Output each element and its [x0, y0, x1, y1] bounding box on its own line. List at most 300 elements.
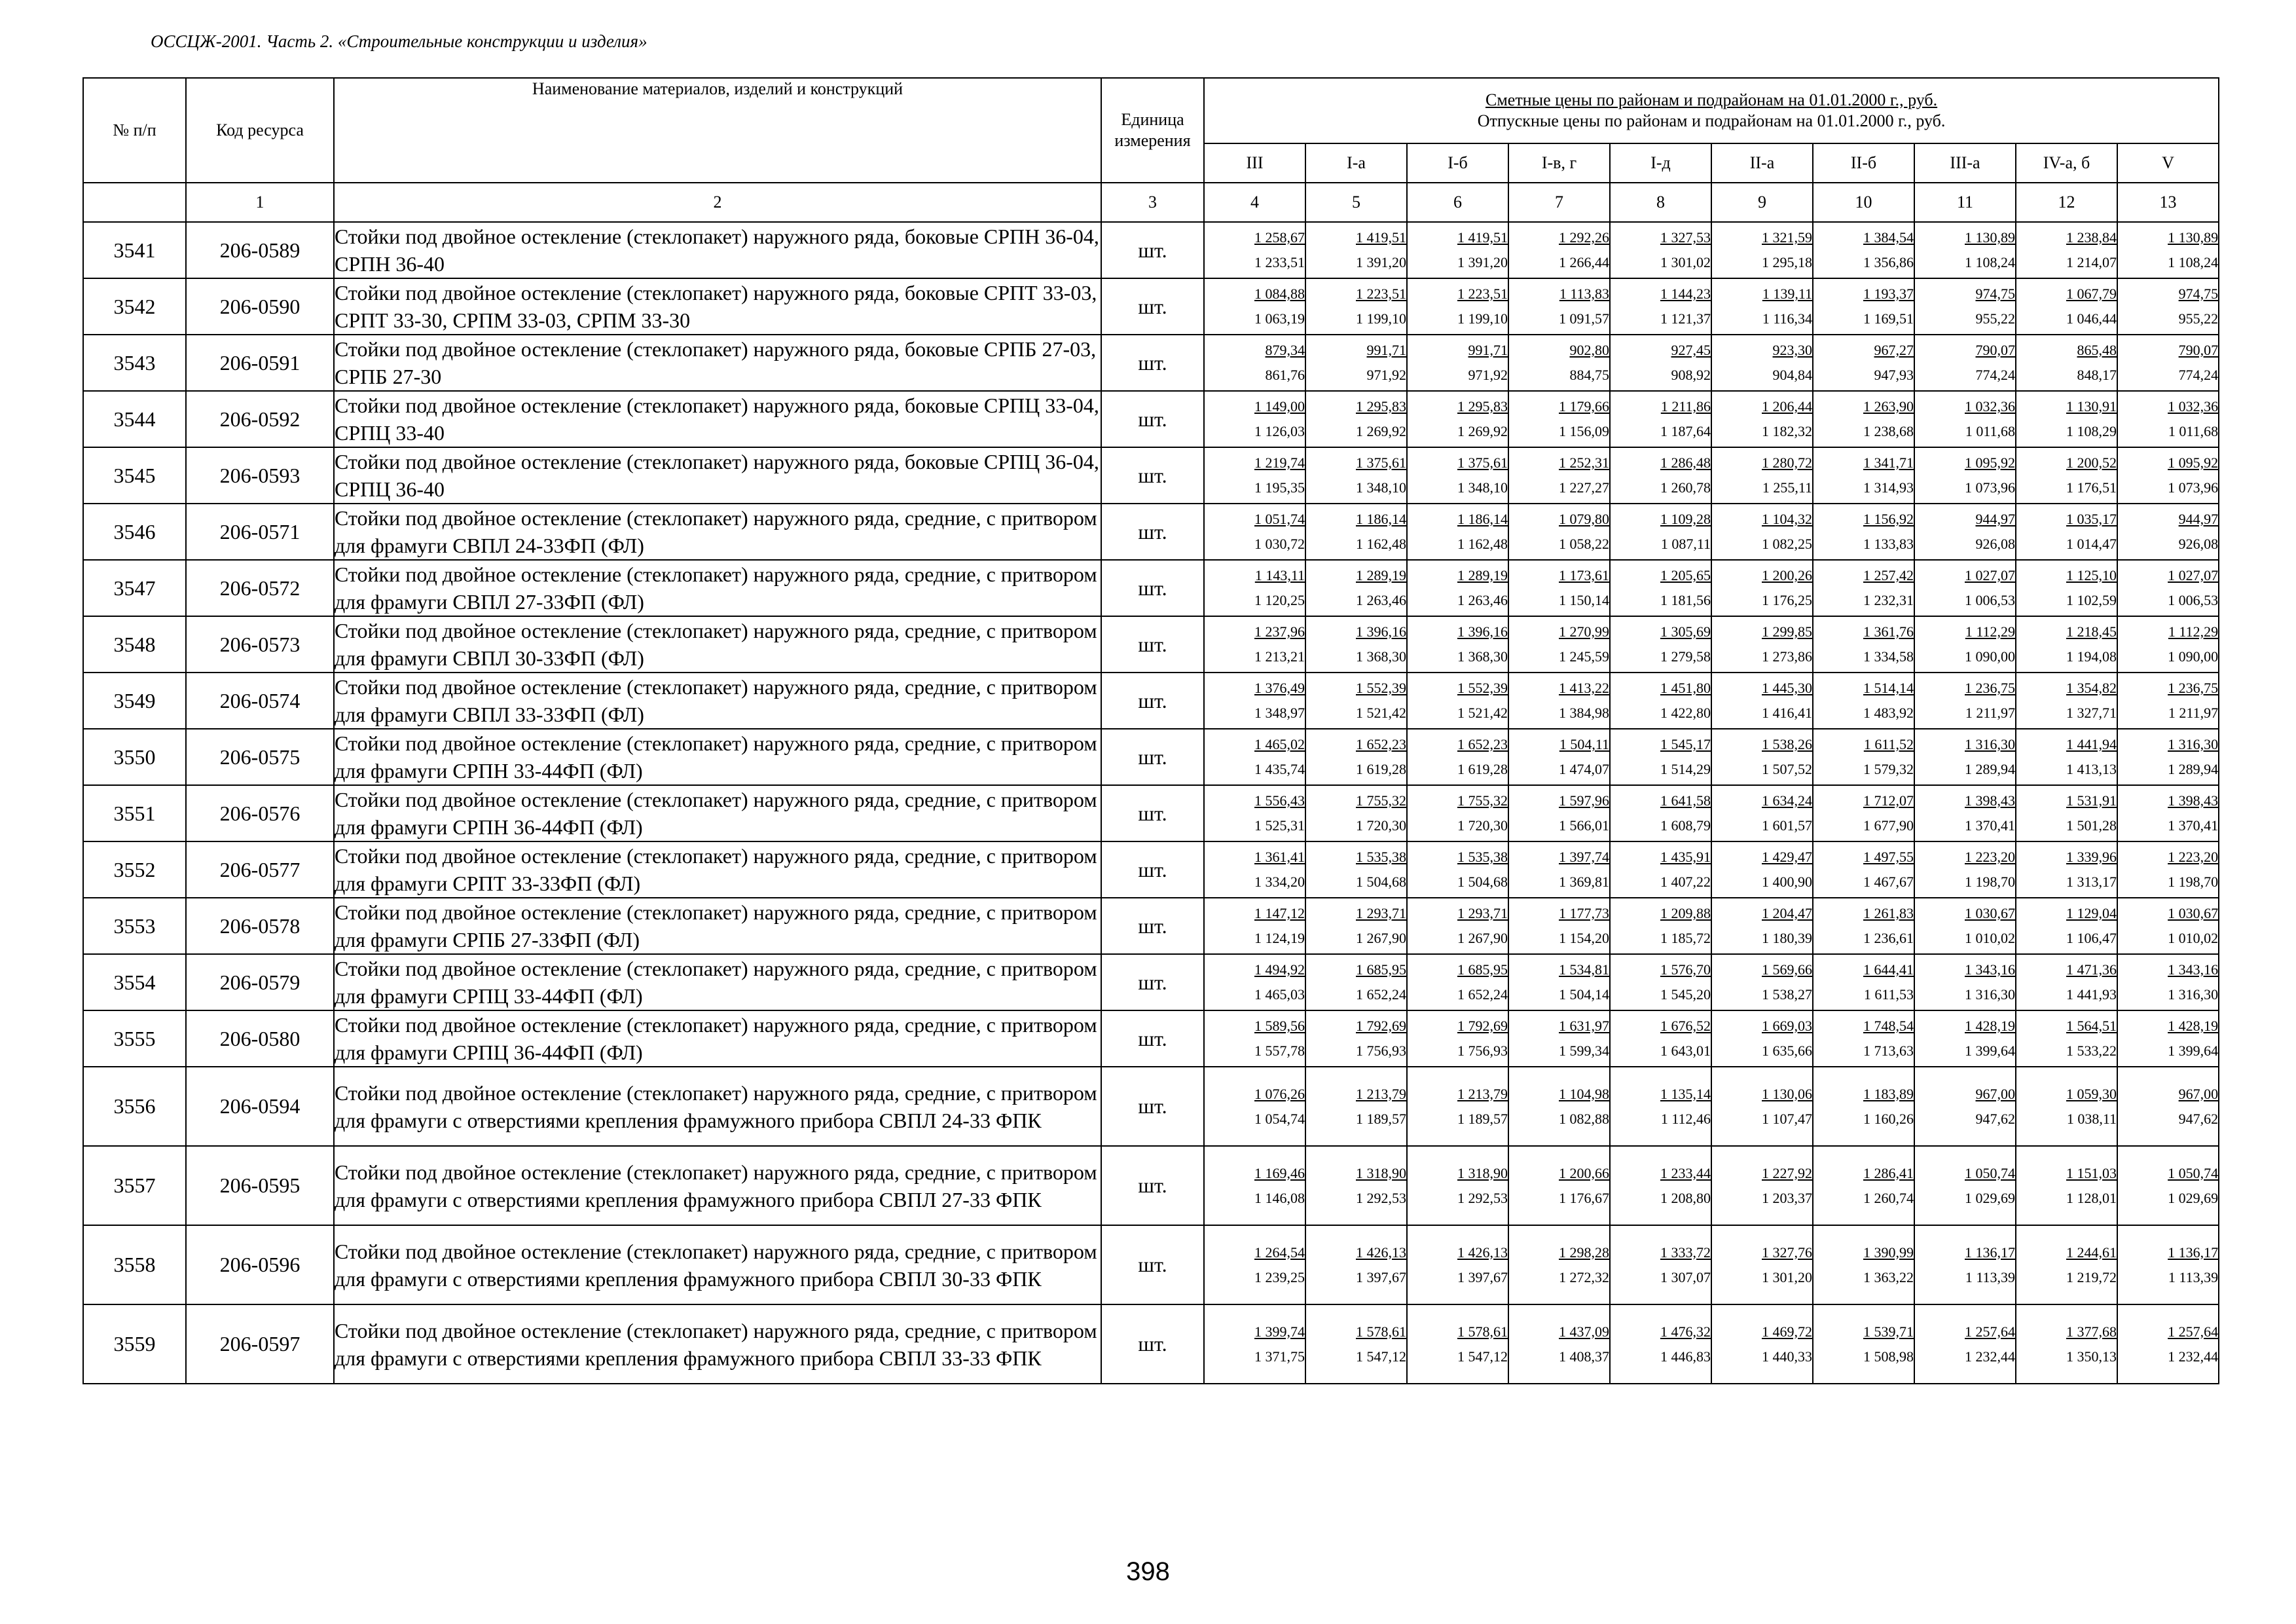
release-price: 1 525,31 [1254, 817, 1305, 834]
release-price: 1 176,67 [1559, 1189, 1609, 1206]
unit: шт. [1101, 1067, 1204, 1146]
price-cell [2117, 616, 2219, 673]
column-header-code: Код ресурса [186, 78, 334, 183]
price-cell [1711, 785, 1813, 841]
release-price: 1 356,86 [1863, 254, 1914, 270]
price-cell [1305, 616, 1407, 673]
release-price: 1 058,22 [1559, 536, 1609, 552]
release-price: 1 363,22 [1863, 1268, 1914, 1285]
region-header: I-д [1610, 143, 1711, 183]
price-cell [1508, 1225, 1610, 1304]
estimate-price: 1 494,92 [1254, 961, 1305, 978]
price-cell [1204, 616, 1305, 673]
price-cell [1204, 278, 1305, 335]
estimate-price: 1 292,26 [1559, 229, 1609, 246]
estimate-price: 1 227,92 [1762, 1164, 1812, 1181]
price-cell [1508, 1146, 1610, 1225]
estimate-price: 1 428,19 [2168, 1018, 2219, 1034]
price-cell [2016, 1146, 2117, 1225]
release-price: 1 169,51 [1863, 310, 1914, 327]
estimate-price: 1 032,36 [1965, 398, 2015, 415]
price-cell [1610, 447, 1711, 504]
estimate-price: 1 552,39 [1356, 680, 1406, 696]
estimate-price: 1 135,14 [1660, 1085, 1711, 1102]
resource-code: 206-0589 [186, 222, 334, 278]
material-name: Стойки под двойное остекление (стеклопакет) наружного ряда, средние, с притвором для фрамуги СРПН 36-44ФП (ФЛ) [334, 785, 1101, 841]
row-number: 3541 [83, 222, 186, 278]
estimate-price: 967,27 [1874, 342, 1914, 358]
price-cell [1914, 1010, 2016, 1067]
release-price: 1 232,31 [1863, 592, 1914, 608]
estimate-price: 1 050,74 [1965, 1164, 2015, 1181]
price-cell [1610, 729, 1711, 785]
price-table [82, 77, 2219, 1384]
release-price: 1 635,66 [1762, 1043, 1812, 1059]
release-price: 1 348,97 [1254, 705, 1305, 721]
estimate-price: 1 293,71 [1356, 905, 1406, 921]
price-cell [1914, 391, 2016, 447]
estimate-price: 1 032,36 [2168, 398, 2219, 415]
estimate-price: 1 375,61 [1457, 454, 1508, 471]
price-cell [2016, 729, 2117, 785]
estimate-price: 1 299,85 [1762, 623, 1812, 640]
release-price: 1 416,41 [1762, 705, 1812, 721]
estimate-price: 865,48 [2077, 342, 2117, 358]
price-cell [1813, 841, 1914, 898]
estimate-price: 1 437,09 [1559, 1323, 1609, 1340]
release-price: 1 082,88 [1559, 1110, 1609, 1127]
material-name: Стойки под двойное остекление (стеклопакет) наружного ряда, боковые СРПТ 33-03, СРПТ 33-30, СРПМ 33-03, СРПМ 33-30 [334, 278, 1101, 335]
material-name: Стойки под двойное остекление (стеклопакет) наружного ряда, боковые СРПЦ 36-04, СРПЦ 36-40 [334, 447, 1101, 504]
price-cell [1407, 335, 1508, 391]
release-price: 1 116,34 [1762, 310, 1812, 327]
release-price: 1 146,08 [1254, 1189, 1305, 1206]
row-number: 3554 [83, 954, 186, 1010]
release-price: 1 643,01 [1660, 1043, 1711, 1059]
estimate-price: 1 569,66 [1762, 961, 1812, 978]
release-price: 884,75 [1569, 367, 1609, 383]
unit: шт. [1101, 616, 1204, 673]
release-price: 1 599,34 [1559, 1043, 1609, 1059]
release-price: 1 063,19 [1254, 310, 1305, 327]
price-cell [1407, 729, 1508, 785]
price-cell [1610, 222, 1711, 278]
price-cell [1711, 1225, 1813, 1304]
release-price: 1 391,20 [1356, 254, 1406, 270]
estimate-price: 1 578,61 [1457, 1323, 1508, 1340]
price-cell [1204, 785, 1305, 841]
estimate-price: 1 293,71 [1457, 905, 1508, 921]
estimate-price: 974,75 [1975, 286, 2015, 302]
table-row [83, 1146, 2219, 1225]
estimate-price: 1 027,07 [1965, 567, 2015, 583]
price-cell [2016, 1010, 2117, 1067]
release-price: 1 108,24 [2168, 254, 2219, 270]
estimate-price: 1 685,95 [1457, 961, 1508, 978]
estimate-price: 1 076,26 [1254, 1085, 1305, 1102]
estimate-price: 1 429,47 [1762, 849, 1812, 865]
material-name: Стойки под двойное остекление (стеклопакет) наружного ряда, средние, с притвором для фрамуги СРПН 33-44ФП (ФЛ) [334, 729, 1101, 785]
release-price: 1 295,18 [1762, 254, 1812, 270]
release-price: 926,08 [1975, 536, 2015, 552]
price-cell [1508, 841, 1610, 898]
estimate-price: 1 465,02 [1254, 736, 1305, 752]
table-row [83, 785, 2219, 841]
estimate-price: 1 398,43 [1965, 792, 2015, 809]
price-cell [1610, 1304, 1711, 1384]
price-cell [2117, 391, 2219, 447]
release-price: 1 198,70 [1965, 874, 2015, 890]
material-name: Стойки под двойное остекление (стеклопакет) наружного ряда, боковые СРПН 36-04, СРПН 36-40 [334, 222, 1101, 278]
column-header-name: Наименование материалов, изделий и конструкций [334, 78, 1101, 183]
release-price: 1 391,20 [1457, 254, 1508, 270]
estimate-price: 1 223,51 [1356, 286, 1406, 302]
release-price: 1 090,00 [1965, 648, 2015, 665]
price-cell [2117, 1067, 2219, 1146]
release-price: 1 156,09 [1559, 423, 1609, 439]
release-price: 1 263,46 [1457, 592, 1508, 608]
price-cell [1407, 616, 1508, 673]
estimate-price: 1 361,41 [1254, 849, 1305, 865]
estimate-price: 1 564,51 [2066, 1018, 2117, 1034]
estimate-price: 1 316,30 [1965, 736, 2015, 752]
estimate-price: 1 113,83 [1559, 286, 1609, 302]
resource-code: 206-0594 [186, 1067, 334, 1146]
price-cell [2016, 504, 2117, 560]
release-price: 1 260,78 [1660, 479, 1711, 496]
release-price: 1 413,13 [2066, 761, 2117, 777]
table-row [83, 1067, 2219, 1146]
price-cell [1508, 391, 1610, 447]
estimate-price: 1 419,51 [1356, 229, 1406, 246]
release-price: 1 314,93 [1863, 479, 1914, 496]
estimate-price: 1 112,29 [2168, 623, 2219, 640]
release-price: 1 507,52 [1762, 761, 1812, 777]
estimate-price: 1 375,61 [1356, 454, 1406, 471]
price-cell [1508, 335, 1610, 391]
estimate-price: 1 535,38 [1356, 849, 1406, 865]
release-price: 1 521,42 [1457, 705, 1508, 721]
release-price: 1 269,92 [1457, 423, 1508, 439]
release-price: 1 006,53 [2168, 592, 2219, 608]
column-number-row [83, 183, 2219, 222]
estimate-price: 1 233,44 [1660, 1164, 1711, 1181]
release-price: 1 162,48 [1356, 536, 1406, 552]
release-price: 1 073,96 [2168, 479, 2219, 496]
price-cell [2016, 391, 2117, 447]
release-price: 1 301,20 [1762, 1268, 1812, 1285]
release-price: 1 185,72 [1660, 930, 1711, 946]
price-cell [1204, 391, 1305, 447]
estimate-price: 1 538,26 [1762, 736, 1812, 752]
estimate-price: 1 125,10 [2066, 567, 2117, 583]
price-cell [1914, 222, 2016, 278]
price-cell [1813, 504, 1914, 560]
release-price: 1 370,41 [1965, 817, 2015, 834]
estimate-price: 1 144,23 [1660, 286, 1711, 302]
material-name: Стойки под двойное остекление (стеклопакет) наружного ряда, боковые СРПЦ 33-04, СРПЦ 33-40 [334, 391, 1101, 447]
resource-code: 206-0579 [186, 954, 334, 1010]
estimate-price: 1 399,74 [1254, 1323, 1305, 1340]
release-price: 1 199,10 [1457, 310, 1508, 327]
price-cell [1813, 1304, 1914, 1384]
estimate-price: 1 027,07 [2168, 567, 2219, 583]
release-price: 1 113,39 [2168, 1268, 2219, 1285]
estimate-price: 1 104,32 [1762, 511, 1812, 527]
release-price: 1 474,07 [1559, 761, 1609, 777]
estimate-price: 1 318,90 [1457, 1164, 1508, 1181]
price-cell [1711, 954, 1813, 1010]
release-price: 1 030,72 [1254, 536, 1305, 552]
price-cell [1914, 560, 2016, 616]
estimate-price: 1 343,16 [2168, 961, 2219, 978]
region-header: IV-а, б [2016, 143, 2117, 183]
price-cell [1305, 1225, 1407, 1304]
estimate-price: 1 051,74 [1254, 511, 1305, 527]
price-cell [2117, 447, 2219, 504]
table-row [83, 447, 2219, 504]
price-cell [1305, 1146, 1407, 1225]
estimate-price: 1 257,42 [1863, 567, 1914, 583]
estimate-price: 991,71 [1366, 342, 1406, 358]
release-price: 1 501,28 [2066, 817, 2117, 834]
release-price: 1 547,12 [1356, 1348, 1406, 1365]
estimate-price: 1 200,66 [1559, 1164, 1609, 1181]
estimate-price: 1 435,91 [1660, 849, 1711, 865]
release-price: 1 010,02 [2168, 930, 2219, 946]
estimate-price: 923,30 [1772, 342, 1812, 358]
price-cell [1204, 1225, 1305, 1304]
price-cell [1508, 222, 1610, 278]
price-cell [2016, 1304, 2117, 1384]
price-cell [1305, 841, 1407, 898]
resource-code: 206-0592 [186, 391, 334, 447]
estimate-price: 1 426,13 [1457, 1244, 1508, 1261]
release-price: 908,92 [1671, 367, 1711, 383]
price-cell [2117, 1010, 2219, 1067]
estimate-price: 1 223,20 [2168, 849, 2219, 865]
column-number: 9 [1711, 183, 1813, 222]
price-cell [1914, 729, 2016, 785]
price-cell [1813, 222, 1914, 278]
resource-code: 206-0580 [186, 1010, 334, 1067]
price-cell [1204, 729, 1305, 785]
resource-code: 206-0576 [186, 785, 334, 841]
row-number: 3549 [83, 673, 186, 729]
release-price: 1 014,47 [2066, 536, 2117, 552]
price-cell [1204, 222, 1305, 278]
row-number: 3559 [83, 1304, 186, 1384]
release-price: 1 400,90 [1762, 874, 1812, 890]
estimate-price: 1 576,70 [1660, 961, 1711, 978]
estimate-price: 1 652,23 [1356, 736, 1406, 752]
release-price: 1 272,32 [1559, 1268, 1609, 1285]
estimate-price: 1 396,16 [1457, 623, 1508, 640]
estimate-price: 1 669,03 [1762, 1018, 1812, 1034]
release-price: 947,93 [1874, 367, 1914, 383]
estimate-price: 1 341,71 [1863, 454, 1914, 471]
price-cell [1204, 1304, 1305, 1384]
price-cell [1407, 1010, 1508, 1067]
release-price: 1 348,10 [1457, 479, 1508, 496]
price-cell [1610, 1010, 1711, 1067]
row-number: 3556 [83, 1067, 186, 1146]
column-number: 4 [1204, 183, 1305, 222]
unit: шт. [1101, 1010, 1204, 1067]
price-cell [1508, 1067, 1610, 1146]
estimate-price: 1 476,32 [1660, 1323, 1711, 1340]
price-cell [1711, 1010, 1813, 1067]
estimate-price: 1 079,80 [1559, 511, 1609, 527]
estimate-price: 1 316,30 [2168, 736, 2219, 752]
release-price: 1 547,12 [1457, 1348, 1508, 1365]
column-number: 12 [2016, 183, 2117, 222]
price-cell [1610, 560, 1711, 616]
price-cell [2016, 447, 2117, 504]
material-name: Стойки под двойное остекление (стеклопакет) наружного ряда, средние, с притвором для фрамуги с отверстиями крепления фрамужного прибора СВПЛ 24-33 ФПК [334, 1067, 1101, 1146]
release-price: 1 128,01 [2066, 1189, 2117, 1206]
estimate-price: 1 426,13 [1356, 1244, 1406, 1261]
estimate-price: 1 295,83 [1356, 398, 1406, 415]
price-cell [1204, 841, 1305, 898]
estimate-price: 1 531,91 [2066, 792, 2117, 809]
estimate-price: 967,00 [2178, 1085, 2219, 1102]
release-price: 1 054,74 [1254, 1110, 1305, 1127]
release-price: 1 368,30 [1356, 648, 1406, 665]
estimate-price: 1 244,61 [2066, 1244, 2117, 1261]
price-cell [1914, 841, 2016, 898]
row-number: 3558 [83, 1225, 186, 1304]
release-price: 955,22 [1975, 310, 2015, 327]
price-cell [1711, 447, 1813, 504]
release-price: 848,17 [2077, 367, 2117, 383]
estimate-price: 1 280,72 [1762, 454, 1812, 471]
estimate-price: 1 685,95 [1356, 961, 1406, 978]
region-header: V [2117, 143, 2219, 183]
estimate-price: 1 238,84 [2066, 229, 2117, 246]
price-cell [2016, 673, 2117, 729]
release-price: 1 720,30 [1356, 817, 1406, 834]
release-price: 1 514,29 [1660, 761, 1711, 777]
estimate-price: 1 209,88 [1660, 905, 1711, 921]
estimate-price: 1 223,20 [1965, 849, 2015, 865]
estimate-price: 1 213,79 [1457, 1085, 1508, 1102]
price-cell [1813, 729, 1914, 785]
estimate-price: 1 343,16 [1965, 961, 2015, 978]
row-number: 3546 [83, 504, 186, 560]
estimate-price: 1 136,17 [1965, 1244, 2015, 1261]
estimate-price: 1 129,04 [2066, 905, 2117, 921]
release-price: 1 029,69 [2168, 1189, 2219, 1206]
estimate-price: 944,97 [2178, 511, 2219, 527]
release-price: 1 108,24 [1965, 254, 2015, 270]
unit: шт. [1101, 278, 1204, 335]
price-cell [1305, 729, 1407, 785]
estimate-price: 1 236,75 [1965, 680, 2015, 696]
unit: шт. [1101, 673, 1204, 729]
estimate-price: 1 428,19 [1965, 1018, 2015, 1034]
table-row [83, 729, 2219, 785]
price-cell [1813, 1067, 1914, 1146]
column-number: 7 [1508, 183, 1610, 222]
release-price: 1 533,22 [2066, 1043, 2117, 1059]
release-price: 955,22 [2178, 310, 2219, 327]
release-price: 1 720,30 [1457, 817, 1508, 834]
price-cell [1711, 1067, 1813, 1146]
release-price: 1 269,92 [1356, 423, 1406, 439]
resource-code: 206-0571 [186, 504, 334, 560]
estimate-price: 1 597,96 [1559, 792, 1609, 809]
release-price: 1 154,20 [1559, 930, 1609, 946]
column-number-blank [83, 183, 186, 222]
estimate-price: 1 552,39 [1457, 680, 1508, 696]
release-price: 1 124,19 [1254, 930, 1305, 946]
release-price: 1 608,79 [1660, 817, 1711, 834]
estimate-price: 1 384,54 [1863, 229, 1914, 246]
release-price: 1 087,11 [1660, 536, 1711, 552]
resource-code: 206-0573 [186, 616, 334, 673]
price-cell [1508, 278, 1610, 335]
price-cell [2117, 673, 2219, 729]
estimate-price: 1 354,82 [2066, 680, 2117, 696]
release-price: 1 348,10 [1356, 479, 1406, 496]
release-price: 1 619,28 [1356, 761, 1406, 777]
estimate-price: 1 211,86 [1660, 398, 1711, 415]
release-price: 1 150,14 [1559, 592, 1609, 608]
column-number: 5 [1305, 183, 1407, 222]
release-price: 1 108,29 [2066, 423, 2117, 439]
price-cell [1711, 898, 1813, 954]
material-name: Стойки под двойное остекление (стеклопакет) наружного ряда, средние, с притвором для фрамуги СВПЛ 24-33ФП (ФЛ) [334, 504, 1101, 560]
price-cell [1711, 616, 1813, 673]
price-cell [2016, 785, 2117, 841]
release-price: 1 267,90 [1457, 930, 1508, 946]
release-price: 1 267,90 [1356, 930, 1406, 946]
release-price: 926,08 [2178, 536, 2219, 552]
price-cell [1305, 504, 1407, 560]
estimate-price: 1 236,75 [2168, 680, 2219, 696]
price-cell [1508, 616, 1610, 673]
resource-code: 206-0593 [186, 447, 334, 504]
column-number: 1 [186, 183, 334, 222]
price-cell [1711, 673, 1813, 729]
row-number: 3555 [83, 1010, 186, 1067]
release-price: 1 384,98 [1559, 705, 1609, 721]
release-price: 1 091,57 [1559, 310, 1609, 327]
release-price: 1 652,24 [1356, 986, 1406, 1003]
price-cell [1204, 673, 1305, 729]
estimate-price: 1 397,74 [1559, 849, 1609, 865]
price-cell [2117, 278, 2219, 335]
release-price: 1 232,44 [1965, 1348, 2015, 1365]
release-price: 1 579,32 [1863, 761, 1914, 777]
price-cell [1204, 954, 1305, 1010]
price-cell [1914, 1225, 2016, 1304]
price-cell [1711, 1304, 1813, 1384]
price-cell [2117, 898, 2219, 954]
estimate-price: 1 755,32 [1356, 792, 1406, 809]
estimate-price: 1 318,90 [1356, 1164, 1406, 1181]
release-price: 1 121,37 [1660, 310, 1711, 327]
price-cell [1610, 335, 1711, 391]
unit: шт. [1101, 729, 1204, 785]
release-price: 774,24 [1975, 367, 2015, 383]
release-price: 1 301,02 [1660, 254, 1711, 270]
price-cell [1407, 954, 1508, 1010]
estimate-price: 1 205,65 [1660, 567, 1711, 583]
unit: шт. [1101, 447, 1204, 504]
release-price: 1 407,22 [1660, 874, 1711, 890]
